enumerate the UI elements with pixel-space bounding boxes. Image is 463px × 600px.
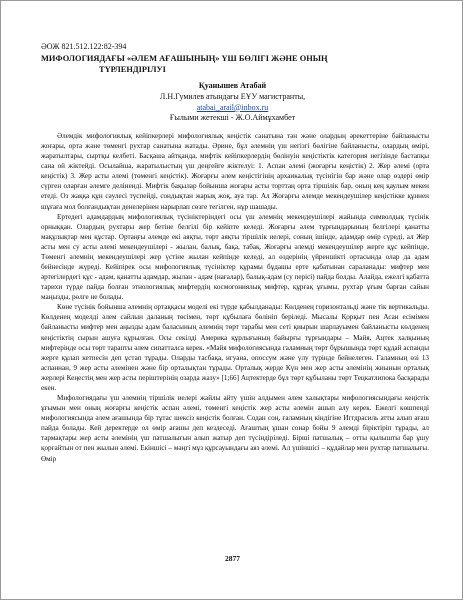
title-line-2: ТҮРЛЕНДІРІЛУІ	[99, 65, 166, 74]
scientific-supervisor: Ғылыми жетекші - Ж.О.Аймұхамбет	[169, 113, 296, 123]
author-name: Қуанышев Атабай	[198, 81, 267, 90]
paragraph: Әлемдік мифологиялық кейіпкерлері мифологиялық кеңістік санатына тән және олардың әрекеттеріне байланысты жоғары, орта және төменгі рухтар санатына жатады. Әрине, бұл әлемнің үш негізгі бөлігіне байланысты, олардың өмірі, жаратылтары, сыртқы келбеті. Басқаша айтқанда, мифтік кейіпкерлердің бөлінуін кеңістіктік категория негізінде бастапқы сана ой жіктейді. Осылайша, жаратылыстың үш деңгейге жіктелуі: 1. Аспан әлемі (жоғарғы кеңістік) 2. Жер әлемі (орта кеңістік) 3. Жер асты әлемі (төменгі кеңістік). Жоғарғы әлем кеңістігінің архаикалық түсінігін бар және олар өздері өмір сүрген оларған әлемге деліненді. Мифтік бақылар бойынша жоғары асты торттаң орта тіршілік бар, оның кең қаулым мекен етеді. Оз жаққа құн сәулесі түспейді, сондықтан жарық жоқ, ауа тар. Ал Жоғарғы әлемде мекендеушілер кеңістікке құннен шұғаға мол болғандықтан денелерінен нарырлап сөзге тегілген, нұр шашады.	[41, 132, 429, 211]
paragraph: Мифологиядағы үш әлемнің тіршілік иелері жайлы айту үшін алдымен әлем халықтары мифологиясындағы кеңістік ұғымын мен оның жоғарғы кеңістік аспан әлемі, төменгі кеңістік жер асты әлемін ашып алу керек. Ежелгі көшпенді мифологиясында әлем ағашында бір тұтас шексіз кеңістік болған. Содан соң, ғаламның кіндігіне Иггдрасиль атты алып ағаш пайда болады. Кей деректерде ол өмір ағашы деп кездеседі. Ағаштың ұшан сонар бойы 9 әлемді біріктіріп тұрады, ал тармақтары жер асты әлемінің үш патшалығын алып жатыр деп түсіндіріледі. Бірші патшалық – отты қылышты бар ұшу қорғайтын от пен жылын әлемі. Екіншісі – мәңгі мұз құрсауындағы аяз әлемі. Ал үшіншісі – құдайлар мен рухтар патшалығы. Өмір	[41, 394, 429, 463]
author-block	[1, 81, 463, 124]
udc-code: ӘОЖ 821.512.122:82-394	[41, 42, 127, 51]
title-line-1: МИФОЛОГИЯДАҒЫ «ӘЛЕМ АҒАШЫНЫҢ» ҮШ БӨЛІГІ ЖӘНЕ ОНЫҢ	[41, 54, 328, 63]
paragraph: Көне түсінік бойынша әлемнің ортаққасы моделі екі түрде қабылданады: Көлденең горизонтальді және тік вертикальды. Көлденең моделді әлем сайлын даланың төсімен, төрт құбылаға бөлініп беріледі. Мысалы Қорқыт пен Асан есімімен байланысты мифтер мен аңызды адам баласының әлемнің төрт тарабы мен сеті қиырын шарлауымен байланысты көлденең кеңістіктің сырын ашуға құрылған. Осы секілді Америка құрлығының байырғы тұрғындары – Майя, Ацтек халқының мифтерінде осы төрт тарапты әлем сипатталса керек. «Майя мифологиясында галамның төрт бұрышында төрт құдай аспанды жерге құлап кетпесін деп ұстап тұрады. Оларды тасбақа, игуана, опоссум және үлу түрінде бейнелеген. Галамның өзі 13 аспаннан, 9 жер асты әлемінен және бір орталықтан тұрады. Орталық жерде Күн мен жер асты әлемінің жиынын орталық жерлері Кеңестің мен жер асты періштерінің озарда жазу» [1;66] Ацтектерде бұл төрт құбыланы төрт Тецкатлипока басқарады екен.	[41, 303, 429, 392]
article-title	[41, 53, 431, 75]
paragraph: Ертедегі адамдардың мифологиялық түсініктеріндегі осы үш әлемнің мекендеушілері жайында символдық түсінік орныққан. Олардың рухтары жер бетіне белгілі бір кейіпте келеді. Жоғарғы әлем тұрғындарының белгілері қанатты мақұлықтар мен құстар. Ортаңғы әлемде екі аяқты, төрт аяқты тіршілік иелері, соның ішінде, адамдар өмір сүреді, ал Жер асты мен су асты әлемі мекендеушілері - жылан, балық, бақа, табақ. Жоғарғы әлемді мекендеушілер жерге құс кейпінде, Төменгі әлемнің мекендеушілері жер үстіне жылан кейпінде келеді, ал өздерінің үйреншікті ортасында олар да адам бейнесінде жүреді. Кейіпірек осы мифологиялық түсініктер құрамы бұдашы ерте қабатынан сараланады: мифтер мен әртегілердегі құс - адам, қанатты адамдар, жылан - адам (нағалар), балық-адам (су перісі) пайда болды. Алайда, ежелгі қабатта тарихи түрде пайда болған этнологиялық мифтердің космогониялық мифтер, құрғақ ұғымы, рухтар ұғым барған сайын маңызды, рөлге не болады.	[41, 212, 429, 302]
author-affiliation: Л.Н.Гумилев атындағы ЕҰУ магистранты,	[159, 91, 306, 101]
page-number: 2877	[225, 554, 240, 563]
author-email-link[interactable]: atabai_arail@inbox.ru	[196, 102, 269, 112]
article-body	[41, 131, 429, 464]
